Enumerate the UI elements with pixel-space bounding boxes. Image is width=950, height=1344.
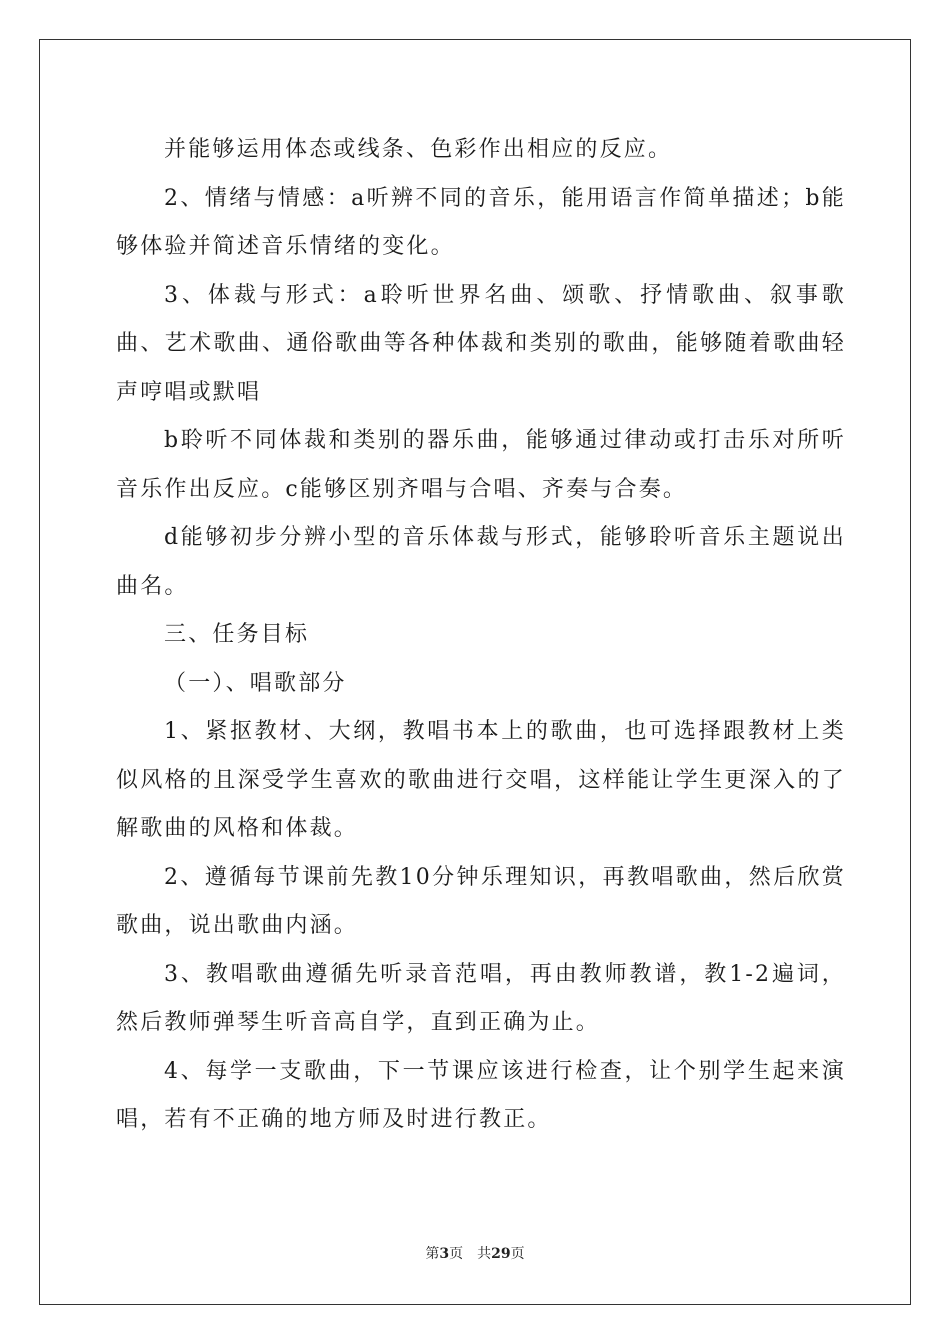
paragraph: b聆听不同体裁和类别的器乐曲，能够通过律动或打击乐对所听音乐作出反应。c能够区别齐唱与合唱、齐奏与合奏。 (116, 428, 846, 502)
footer-suffix: 页 (510, 1246, 525, 1262)
paragraph: 3、教唱歌曲遵循先听录音范唱，再由教师教谱，教1-2遍词，然后教师弹琴生听音高自学，直到正确为止。 (116, 961, 846, 1035)
paragraph: 2、情绪与情感：a听辨不同的音乐，能用语言作简单描述；b能够体验并简述音乐情绪的变化。 (116, 185, 846, 259)
total-page-number: 29 (491, 1246, 511, 1262)
footer-mid: 页 共 (449, 1246, 492, 1262)
subsection-heading: （一）、唱歌部分 (164, 670, 347, 696)
paragraph: 4、每学一支歌曲，下一节课应该进行检查，让个别学生起来演唱，若有不正确的地方师及时进行教正。 (116, 1058, 846, 1132)
footer-prefix: 第 (425, 1246, 440, 1262)
document-body (116, 126, 846, 1145)
paragraph: d能够初步分辨小型的音乐体裁与形式，能够聆听音乐主题说出曲名。 (116, 525, 846, 599)
paragraph: 2、遵循每节课前先教10分钟乐理知识，再教唱歌曲，然后欣赏歌曲，说出歌曲内涵。 (116, 864, 846, 938)
paragraph: 1、紧抠教材、大纲，教唱书本上的歌曲，也可选择跟教材上类似风格的且深受学生喜欢的歌曲进行交唱，这样能让学生更深入的了解歌曲的风格和体裁。 (116, 719, 846, 841)
page-footer (0, 1243, 950, 1263)
section-heading: 三、任务目标 (164, 622, 310, 647)
paragraph: 并能够运用体态或线条、色彩作出相应的反应。 (164, 137, 673, 162)
current-page-number: 3 (439, 1246, 450, 1262)
paragraph: 3、体裁与形式：a聆听世界名曲、颂歌、抒情歌曲、叙事歌曲、艺术歌曲、通俗歌曲等各种体裁和类别的歌曲，能够随着歌曲轻声哼唱或默唱 (116, 282, 846, 405)
